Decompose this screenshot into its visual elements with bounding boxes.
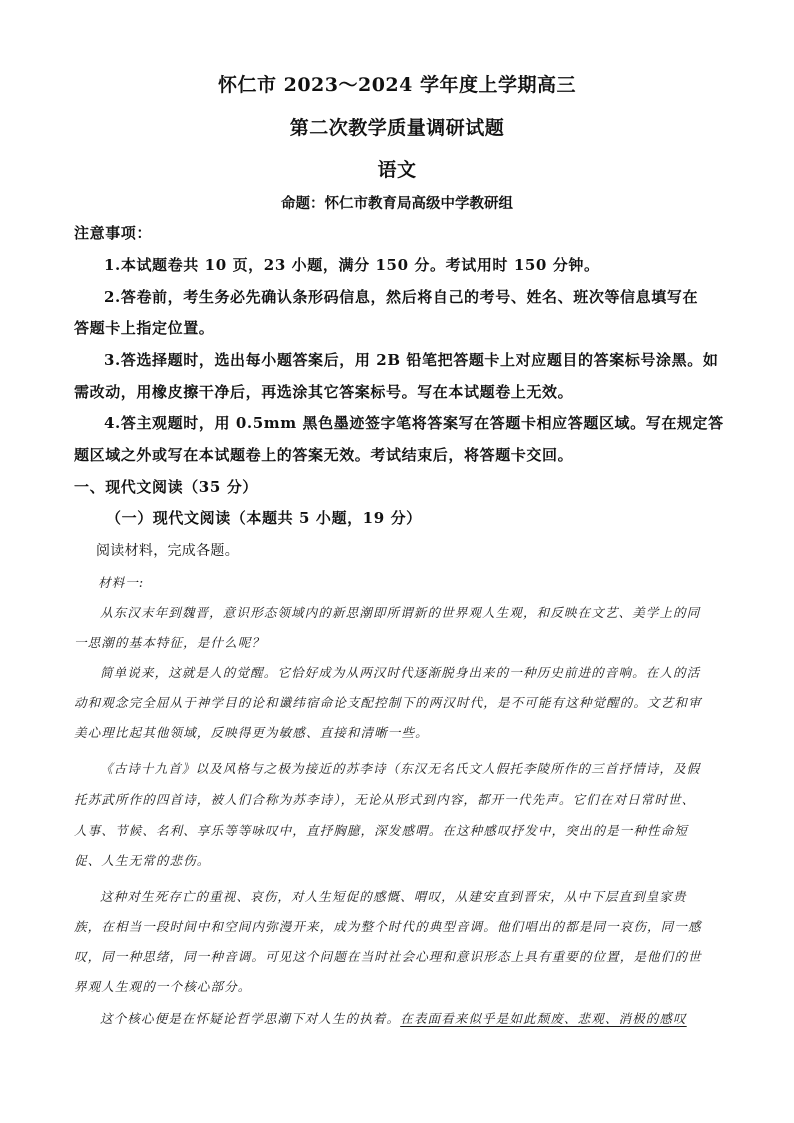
- passage-line: 族，在相当一段时间中和空间内弥漫开来，成为整个时代的典型音调。他们唱出的都是同一哀伤，同一感: [74, 919, 702, 934]
- material-label: 材料一:: [98, 575, 145, 590]
- instruction-text: 阅读材料，完成各题。: [96, 543, 239, 559]
- passage-line: 这种对生死存亡的重视、哀伤，对人生短促的感慨、喟叹，从建安直到晋宋，从中下层直到皇家贵: [100, 889, 687, 904]
- notice-line: 4.答主观题时，用 0.5mm 黑色墨迹签字笔将答案写在答题卡相应答题区域。写在规定答: [104, 414, 724, 432]
- exam-subject: 语文: [377, 159, 417, 181]
- passage-line: 从东汉末年到魏晋，意识形态领域内的新思潮即所谓新的世界观人生观，和反映在文艺、美学上的同: [100, 605, 701, 620]
- passage-line: 动和观念完全屈从于神学目的论和谶纬宿命论支配控制下的两汉时代，是不可能有这种觉醒的。文艺和审: [74, 695, 702, 710]
- passage-line: 《古诗十九首》以及风格与之极为接近的苏李诗（东汉无名氏文人假托李陵所作的三首抒情诗，及假: [100, 761, 701, 776]
- notice-line: 3.答选择题时，选出每小题答案后，用 2B 铅笔把答题卡上对应题目的答案标号涂黑。如: [104, 351, 719, 369]
- notice-heading: 注意事项：: [74, 224, 153, 242]
- passage-line: 托苏武所作的四首诗，被人们合称为苏李诗），无论从形式到内容，都开一代先声。它们在对日常时世、: [74, 792, 696, 807]
- notice-line: 题区域之外或写在本试题卷上的答案无效。考试结束后，将答题卡交回。: [74, 446, 574, 464]
- exam-author: 命题：怀仁市教育局高级中学教研组: [281, 195, 513, 212]
- notice-line: 1.本试题卷共 10 页，23 小题，满分 150 分。考试用时 150 分钟。: [104, 256, 600, 274]
- notice-line: 2.答卷前，考生务必先确认条形码信息，然后将自己的考号、姓名、班次等信息填写在: [104, 288, 699, 306]
- passage-last-line: [100, 1008, 687, 1027]
- notice-line: 需改动，用橡皮擦干净后，再选涂其它答案标号。写在本试题卷上无效。: [74, 383, 574, 401]
- passage-line: 美心理比起其他领域，反映得更为敏感、直接和清晰一些。: [74, 725, 429, 740]
- passage-line: 叹，同一种思绪，同一种音调。可见这个问题在当时社会心理和意识形态上具有重要的位置，是他们的世: [74, 949, 702, 964]
- exam-title-line2: 第二次教学质量调研试题: [289, 117, 505, 139]
- passage-line: 促、人生无常的悲伤。: [74, 853, 211, 868]
- passage-line: 一思潮的基本特征，是什么呢？: [74, 635, 266, 650]
- passage-line: 简单说来，这就是人的觉醒。它恰好成为从两汉时代逐渐脱身出来的一种历史前进的音响。在人的活: [100, 665, 701, 680]
- exam-title-line1: 怀仁市 2023～2024 学年度上学期高三: [218, 74, 576, 96]
- subsection-heading: （一）现代文阅读（本题共 5 小题，19 分）: [106, 509, 422, 527]
- section-heading: 一、现代文阅读（35 分）: [74, 478, 258, 496]
- passage-text-underlined: 在表面看来似乎是如此颓废、悲观、消极的感叹: [400, 1011, 687, 1026]
- passage-text-plain: 这个核心便是在怀疑论哲学思潮下对人生的执着。: [100, 1011, 401, 1026]
- passage-line: 人事、节候、名利、享乐等等咏叹中，直抒胸臆，深发感喟。在这种感叹抒发中，突出的是一种性命短: [74, 823, 688, 838]
- passage-line: 界观人生观的一个核心部分。: [74, 979, 252, 994]
- notice-line: 答题卡上指定位置。: [74, 319, 215, 337]
